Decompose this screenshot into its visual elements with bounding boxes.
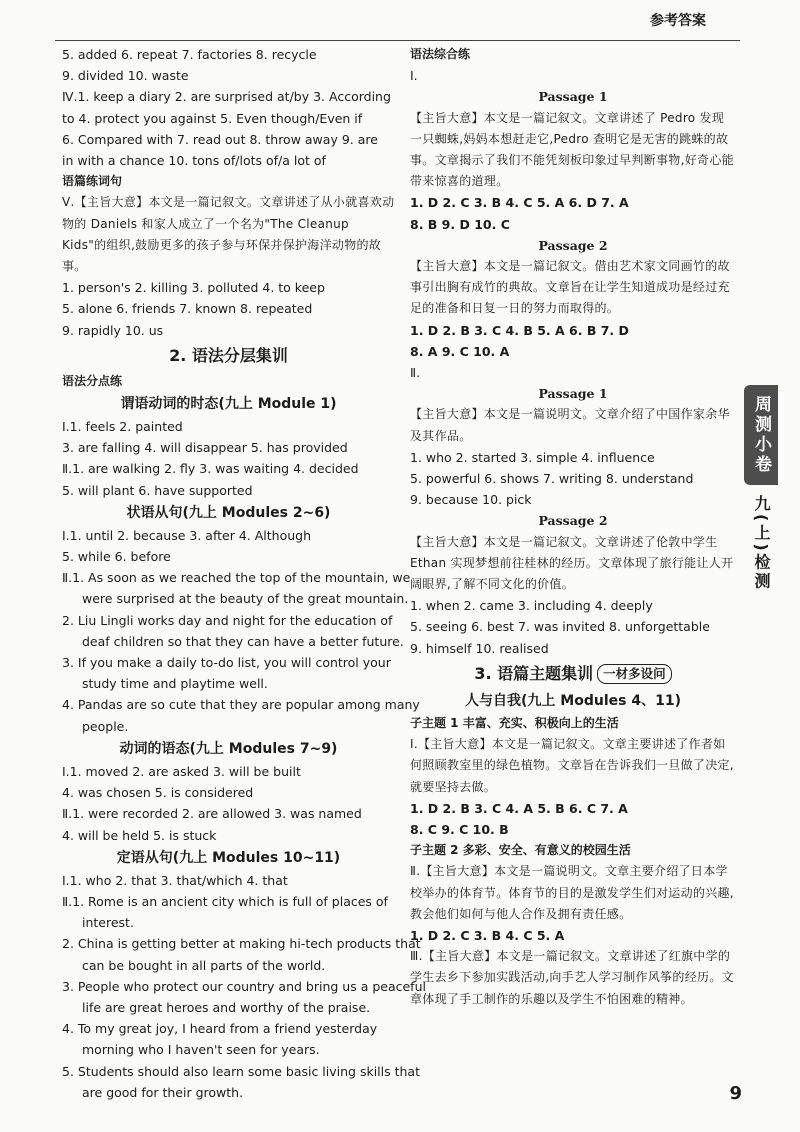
right-line	[410, 447, 736, 468]
left-line-text: 2. 语法分层集训	[169, 345, 288, 365]
left-line	[62, 343, 395, 369]
right-line	[410, 819, 736, 840]
left-line	[62, 933, 421, 954]
right-line	[410, 861, 736, 925]
left-line-text: 4. was chosen 5. is considered	[62, 785, 254, 801]
left-line	[62, 150, 395, 171]
left-line-text: 5. alone 6. friends 7. known 8. repeated	[62, 301, 313, 317]
right-line-text: 5. powerful 6. shows 7. writing 8. understand	[410, 471, 694, 487]
left-line-text: 5. will plant 6. have supported	[62, 482, 253, 498]
right-line-text: Ⅱ.	[410, 365, 421, 381]
right-line	[410, 65, 736, 86]
right-line	[410, 192, 736, 213]
left-line-text: 3. People who protect our country and bring us a peaceful	[62, 978, 426, 994]
left-line-text: 5. Students should also learn some basic living skills that	[62, 1063, 420, 1079]
left-line	[62, 1061, 420, 1082]
left-line-text: deaf children so that they can have a better future.	[82, 633, 404, 649]
left-line-text: Ⅰ.1. until 2. because 3. after 4. Although	[62, 527, 311, 543]
right-line-text: Ⅰ.	[410, 68, 418, 84]
left-line	[62, 694, 420, 715]
left-line-text: 5. while 6. before	[62, 549, 171, 565]
right-line-text: 语法综合练	[410, 47, 471, 61]
left-line	[62, 976, 426, 997]
left-line	[62, 567, 411, 588]
left-line	[62, 44, 395, 65]
left-line-text: are good for their growth.	[82, 1084, 244, 1100]
side-tab: 周测小卷	[744, 385, 778, 485]
right-line	[410, 689, 736, 713]
right-line-text: 8. B 9. D 10. C	[410, 216, 510, 232]
left-line	[62, 437, 395, 458]
left-line-text: Ⅰ.1. who 2. that 3. that/which 4. that	[62, 872, 288, 888]
left-line-text: 9. rapidly 10. us	[62, 322, 164, 338]
right-line-text: Ⅰ.【主旨大意】本文是一篇记叙文。文章主要讲述了作者如何照顾教室里的绿色植物。文章旨在告诉我们一旦做了决定,就要坚持去做。	[410, 737, 734, 794]
left-line	[62, 501, 395, 525]
right-line-text: 子主题 1 丰富、充实、积极向上的生活	[410, 715, 619, 730]
left-line-text: Ⅱ.1. are walking 2. fly 3. was waiting 4. decided	[62, 461, 359, 477]
right-line	[410, 108, 736, 193]
right-line	[410, 214, 736, 235]
right-line-text: 1. when 2. came 3. including 4. deeply	[410, 598, 653, 614]
left-line	[62, 673, 395, 694]
left-line	[62, 825, 395, 846]
right-line-text: 【主旨大意】本文是一篇记叙文。借由艺术家文同画竹的故事引出胸有成竹的典故。文章旨在让学生知道成功是经过充足的准备和日复一日的努力而取得的。	[410, 259, 730, 316]
right-line-text: 9. because 10. pick	[410, 492, 532, 508]
right-line-text: 3. 语篇主题集训	[474, 663, 594, 683]
right-line	[410, 235, 736, 256]
left-line	[62, 846, 395, 870]
right-line	[410, 946, 736, 1010]
left-line	[62, 546, 395, 567]
right-line-text: Passage 1	[538, 386, 608, 402]
left-line	[62, 298, 395, 319]
right-line-text: Passage 2	[538, 237, 608, 253]
left-line-text: Ⅱ.1. were recorded 2. are allowed 3. was named	[62, 806, 362, 822]
left-line-text: 3. If you make a daily to-do list, you will control your	[62, 655, 391, 671]
left-line	[62, 912, 395, 933]
left-line-text: 定语从句(九上 Modules 10~11)	[116, 849, 341, 866]
right-line	[410, 661, 736, 687]
right-line	[410, 256, 736, 320]
header-divider	[55, 40, 740, 41]
right-line	[410, 468, 736, 489]
right-line	[410, 532, 736, 596]
left-line	[62, 86, 395, 107]
left-line	[62, 458, 395, 479]
left-line-text: 3. are falling 4. will disappear 5. has provided	[62, 440, 348, 456]
left-line	[62, 610, 395, 631]
right-line-text: 1. D 2. B 3. C 4. B 5. A 6. B 7. D	[410, 322, 629, 338]
left-line-text: 6. Compared with 7. read out 8. throw away 9. are	[62, 131, 378, 147]
right-line-text: 子主题 2 多彩、安全、有意义的校园生活	[410, 843, 631, 858]
left-line-text: people.	[82, 718, 129, 734]
left-line	[62, 1018, 395, 1039]
left-line	[62, 371, 395, 392]
header-title: 参考答案	[650, 13, 706, 29]
right-column	[410, 44, 736, 1010]
left-line-text: Ⅴ.【主旨大意】本文是一篇记叙文。文章讲述了从小就喜欢动物的 Daniels 和家人成立了一个名为"The Cleanup Kids"的组织,鼓励更多的孩子参与环保并保护海洋动物的故事。	[62, 195, 395, 274]
left-line-text: 状语从句(九上 Modules 2~6)	[126, 504, 331, 521]
left-line	[62, 782, 395, 803]
right-line	[410, 595, 736, 616]
left-line	[62, 761, 395, 782]
right-line	[410, 341, 736, 362]
left-line	[62, 1082, 395, 1103]
left-line	[62, 129, 395, 150]
right-line	[410, 44, 736, 65]
left-line-text: to 4. protect you against 5. Even though/Even if	[62, 110, 363, 126]
right-line	[410, 925, 736, 946]
right-line-text: 【主旨大意】本文是一篇记叙文。文章讲述了 Pedro 发现一只蜘蛛,妈妈本想赶走它,Pedro 查明它是无害的跳蛛的故事。文章揭示了我们不能凭刻板印象过早判断事物,好奇心能带来惊喜的道理。	[410, 110, 734, 189]
right-line-text: 人与自我(九上 Modules 4、11)	[465, 692, 681, 709]
right-line	[410, 489, 736, 510]
left-line-text: interest.	[82, 915, 134, 931]
left-line-text: were surprised at the beauty of the great mountain.	[82, 591, 409, 607]
right-line-text: 1. D 2. B 3. C 4. A 5. B 6. C 7. A	[410, 800, 628, 816]
right-line	[410, 798, 736, 819]
right-line	[410, 320, 736, 341]
left-line-text: study time and playtime well.	[82, 676, 268, 692]
left-line-text: 2. Liu Lingli works day and night for the education of	[62, 612, 393, 628]
right-line-text: Ⅱ.【主旨大意】本文是一篇说明文。文章主要介绍了日本学校举办的体育节。体育节的目的是激发学生们对运动的兴趣,教会他们如何与他人合作及拥有责任感。	[410, 864, 734, 921]
left-line-text: 语法分点练	[62, 373, 123, 388]
right-line	[410, 840, 736, 861]
right-line	[410, 383, 736, 404]
right-line-text: 【主旨大意】本文是一篇说明文。文章介绍了中国作家余华及其作品。	[410, 407, 730, 443]
right-line-text: Passage 1	[538, 89, 608, 105]
left-line-text: morning who I haven't seen for years.	[82, 1042, 320, 1058]
right-line-text: Passage 2	[538, 513, 608, 529]
left-line	[62, 320, 395, 341]
left-line	[62, 65, 395, 86]
side-tab-sub: 九(上)检测	[752, 495, 771, 592]
left-line	[62, 997, 395, 1018]
left-line	[62, 392, 395, 416]
left-line-text: in with a chance 10. tons of/lots of/a lot of	[62, 153, 326, 169]
right-line	[410, 616, 736, 637]
left-line-text: 4. will be held 5. is stuck	[62, 827, 217, 843]
left-line	[62, 891, 395, 912]
left-line-text: Ⅳ.1. keep a diary 2. are surprised at/by 3. According	[62, 89, 391, 105]
left-line-text: 动词的语态(九上 Modules 7~9)	[119, 740, 338, 757]
left-line	[62, 416, 395, 437]
left-line	[62, 631, 404, 652]
left-line-text: 4. To my great joy, I heard from a friend yesterday	[62, 1021, 378, 1037]
left-line-text: 5. added 6. repeat 7. factories 8. recycle	[62, 47, 317, 62]
left-line-text: 4. Pandas are so cute that they are popular among many	[62, 697, 420, 713]
left-line	[62, 171, 395, 192]
page-number: 9	[729, 1083, 742, 1104]
right-line	[410, 86, 736, 107]
right-line-text: 5. seeing 6. best 7. was invited 8. unforgettable	[410, 619, 710, 635]
left-line	[62, 108, 395, 129]
left-line-text: 2. China is getting better at making hi-tech products that	[62, 936, 421, 952]
left-line-text: 9. divided 10. waste	[62, 68, 189, 84]
right-line	[410, 362, 736, 383]
right-line-text: 1. D 2. C 3. B 4. C 5. A	[410, 927, 565, 943]
left-line-text: can be bought in all parts of the world.	[82, 957, 326, 973]
right-line	[410, 638, 736, 659]
left-line	[62, 803, 395, 824]
left-line	[62, 737, 395, 761]
left-line-text: Ⅰ.1. feels 2. painted	[62, 419, 183, 435]
left-line	[62, 955, 395, 976]
right-line-text: Ⅲ.【主旨大意】本文是一篇记叙文。文章讲述了红旗中学的学生去乡下参加实践活动,向手艺人学习制作风筝的经历。文章体现了手工制作的乐趣以及学生不怕困难的精神。	[410, 949, 734, 1006]
left-line	[62, 277, 395, 298]
right-line	[410, 404, 736, 446]
left-line-text: Ⅰ.1. moved 2. are asked 3. will be built	[62, 763, 301, 779]
right-line-text: 1. D 2. C 3. B 4. C 5. A 6. D 7. A	[410, 195, 629, 211]
left-line	[62, 870, 395, 891]
right-line	[410, 713, 736, 734]
left-line	[62, 652, 395, 673]
right-line	[410, 734, 736, 798]
left-line	[62, 525, 395, 546]
left-line-text: Ⅱ.1. Rome is an ancient city which is full of places of	[62, 893, 388, 909]
tag-badge: 一材多设问	[597, 664, 672, 684]
right-line-text: 【主旨大意】本文是一篇记叙文。文章讲述了伦敦中学生 Ethan 实现梦想前往桂林的经历。文章体现了旅行能让人开阔眼界,了解不同文化的价值。	[410, 534, 734, 592]
left-line	[62, 480, 395, 501]
right-line	[410, 510, 736, 531]
right-line-text: 9. himself 10. realised	[410, 640, 549, 656]
left-line-text: 谓语动词的时态(九上 Module 1)	[120, 396, 337, 413]
left-line-text: 语篇练词句	[62, 174, 123, 189]
left-column	[62, 44, 426, 1103]
right-line-text: 1. who 2. started 3. simple 4. influence	[410, 449, 655, 465]
left-line	[62, 588, 409, 609]
left-line-text: Ⅱ.1. As soon as we reached the top of the mountain, we	[62, 570, 411, 586]
left-line	[62, 192, 395, 277]
right-line-text: 8. A 9. C 10. A	[410, 343, 510, 359]
left-line-text: 1. person's 2. killing 3. polluted 4. to keep	[62, 280, 325, 296]
right-line-text: 8. C 9. C 10. B	[410, 821, 509, 837]
left-line-text: life are great heroes and worthy of the praise.	[82, 999, 371, 1015]
left-line	[62, 1039, 395, 1060]
left-line	[62, 716, 395, 737]
